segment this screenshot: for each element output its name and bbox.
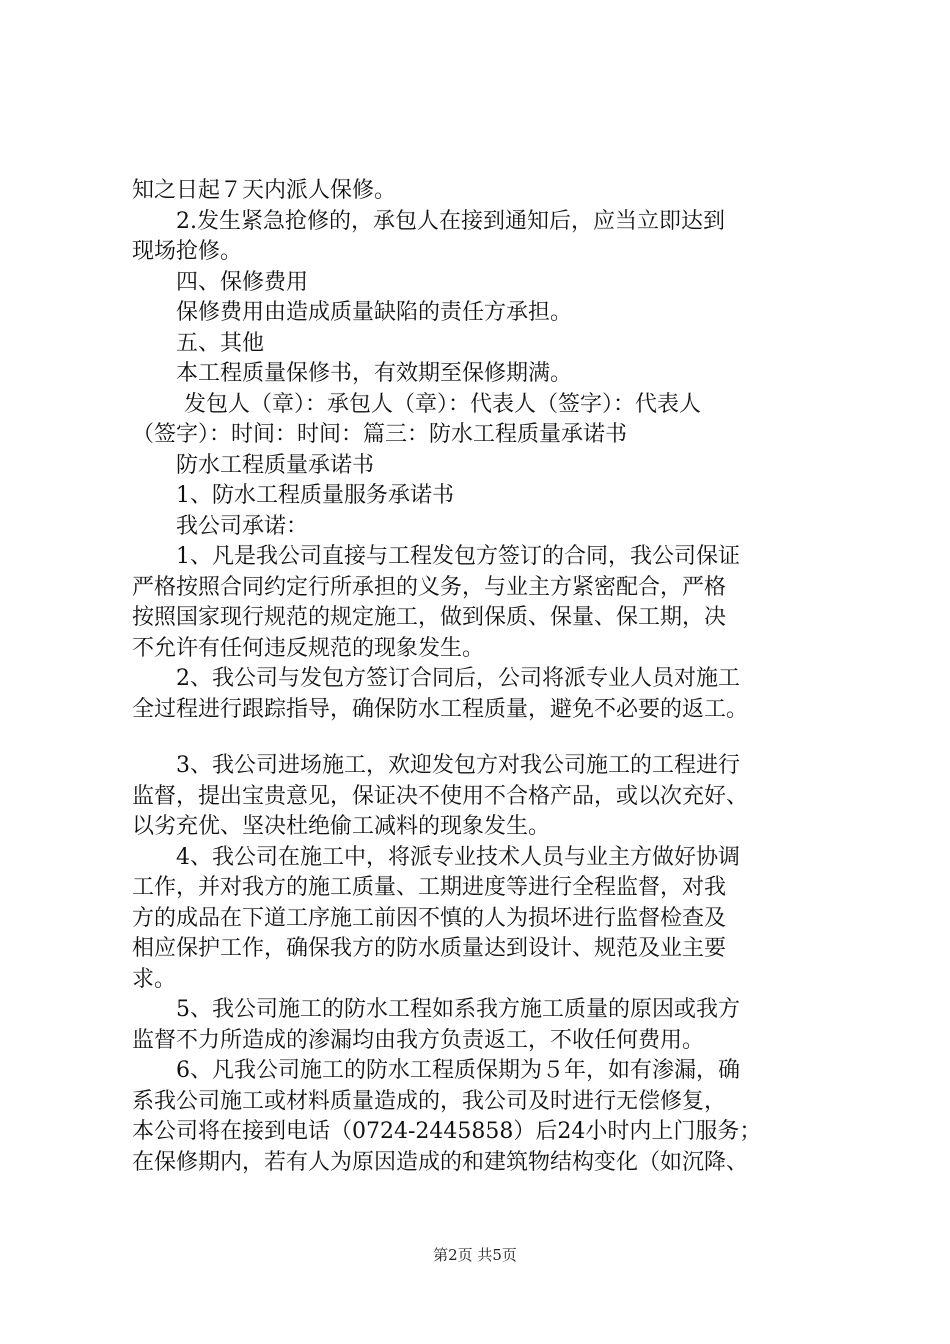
text-line: 2、我公司与发包方签订合同后，公司将派专业人员对施工 xyxy=(176,666,740,691)
text-line: 发包人（章）：承包人（章）：代表人（签字）：代表人 xyxy=(184,391,702,417)
text-line: 监督，提出宝贵意见，保证决不使用不合格产品，或以次充好、 xyxy=(132,783,749,809)
text-line: 本工程质量保修书，有效期至保修期满。 xyxy=(176,361,573,386)
text-line: 全过程进行跟踪指导，确保防水工程质量，避免不必要的返工。 xyxy=(132,696,749,722)
text-line: 系我公司施工或材料质量造成的，我公司及时进行无偿修复， xyxy=(132,1088,727,1114)
text-line: 现场抢修。 xyxy=(132,239,243,264)
text-line: （签字）：时间：时间：篇三：防水工程质量承诺书 xyxy=(132,422,628,447)
text-line: 严格按照合同约定行所承担的义务，与业主方紧密配合，严格 xyxy=(132,574,727,600)
text-line: 4、我公司在施工中，将派专业技术人员与业主方做好协调 xyxy=(176,844,740,870)
document-body xyxy=(132,176,832,1178)
text-line: 四、保修费用 xyxy=(176,269,309,295)
text-line: 3、我公司进场施工，欢迎发包方对我公司施工的工程进行 xyxy=(176,753,740,778)
text-line: 防水工程质量承诺书 xyxy=(176,452,375,478)
text-line: 6、凡我公司施工的防水工程质保期为５年，如有渗漏，确 xyxy=(176,1058,740,1083)
text-line: 知之日起７天内派人保修。 xyxy=(132,178,397,203)
text-line: 方的成品在下道工序施工前因不慎的人为损坏进行监督检查及 xyxy=(132,905,727,931)
text-line: 以劣充优、坚决杜绝偷工减料的现象发生。 xyxy=(132,814,551,839)
text-line: 工作，并对我方的施工质量、工期进度等进行全程监督，对我 xyxy=(132,875,727,900)
text-line: 监督不力所造成的渗漏均由我方负责返工，不收任何费用。 xyxy=(132,1027,705,1053)
text-line: 2.发生紧急抢修的，承包人在接到通知后，应当立即达到 xyxy=(176,208,725,234)
text-line: 按照国家现行规范的规定施工，做到保质、保量、保工期，决 xyxy=(132,605,727,630)
text-line: 5、我公司施工的防水工程如系我方施工质量的原因或我方 xyxy=(176,997,740,1022)
page-footer: 第2页 共5页 xyxy=(433,1246,517,1264)
text-line: 相应保护工作，确保我方的防水质量达到设计、规范及业主要 xyxy=(132,936,727,961)
paragraph-gap xyxy=(132,725,832,751)
text-line: 1、凡是我公司直接与工程发包方签订的合同，我公司保证 xyxy=(176,544,740,569)
text-line: 保修费用由造成质量缺陷的责任方承担。 xyxy=(176,300,573,325)
text-line: 求。 xyxy=(132,966,177,992)
text-line: 在保修期内，若有人为原因造成的和建筑物结构变化（如沉降、 xyxy=(132,1149,749,1175)
text-line: 1、防水工程质量服务承诺书 xyxy=(176,483,454,508)
text-line: 不允许有任何违反规范的现象发生。 xyxy=(132,635,485,661)
text-line: 本公司将在接到电话（0724-2445858）后24小时内上门服务； xyxy=(132,1119,762,1144)
text-line: 五、其他 xyxy=(176,330,265,356)
text-line: 我公司承诺： xyxy=(176,513,309,539)
